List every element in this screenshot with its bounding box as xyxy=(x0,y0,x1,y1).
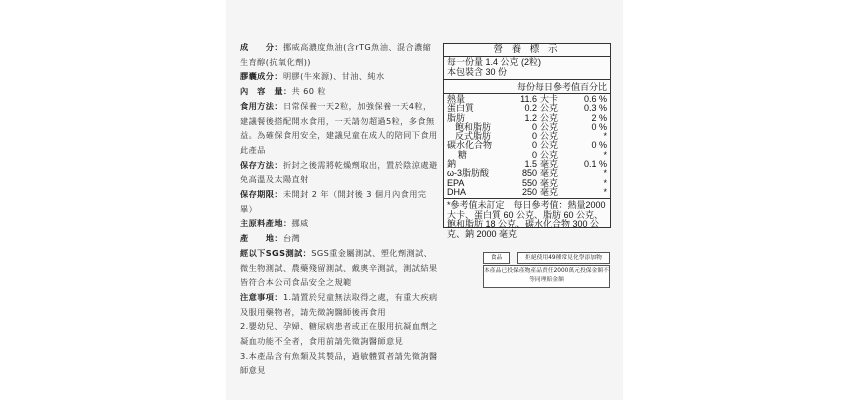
servings-per-pack: 本包裝含 30 份 xyxy=(447,66,508,77)
storage-label: 保存方法： xyxy=(240,159,283,170)
nutrient-unit: 公克 xyxy=(540,131,559,142)
ingredients-row xyxy=(240,40,438,69)
notes-label: 注意事項： xyxy=(240,291,283,302)
nutrition-facts-table xyxy=(443,43,611,240)
nutrient-name: 鈉 xyxy=(447,159,457,170)
insurance-badge: 本產品已投保產物產品責任2000萬元投保金額不等同理賠金額 xyxy=(483,265,610,288)
place-label: 產 地： xyxy=(240,233,283,244)
serving-size: 每一份量 1.4 公克 (2粒) xyxy=(447,57,542,67)
nutrient-daily-pct: * xyxy=(603,149,607,160)
nutrition-row xyxy=(444,141,610,150)
shelf-life-label: 保存期限： xyxy=(240,189,283,200)
nutrient-name: 飽和脂肪 xyxy=(455,121,492,132)
nutrient-daily-pct: 0 % xyxy=(591,121,607,132)
usage-row xyxy=(240,99,438,158)
capsule-label: 膠囊成分： xyxy=(240,71,283,82)
origin-text: 挪威 xyxy=(291,218,309,229)
nutrient-value: 1.5 xyxy=(524,159,537,170)
shelf-life-row xyxy=(240,187,438,216)
nutrient-name: 糖 xyxy=(458,149,468,160)
note-3: 3.本產品含有魚類及其製品，過敏體質者請先徵詢醫師意見 xyxy=(240,350,438,376)
sgs-label: 經以下SGS測試： xyxy=(240,247,312,258)
nutrition-title: 營 養 標 示 xyxy=(444,44,610,57)
place-row xyxy=(240,231,438,246)
nutrient-unit: 大卡 xyxy=(540,94,559,104)
ingredients-text: 挪威高濃度魚油(含rTG魚油、混合濃縮生育醇(抗氧化劑)) xyxy=(240,42,432,67)
nutrient-value: 0 xyxy=(531,131,537,142)
nutrient-unit: 公克 xyxy=(540,149,559,160)
nutrition-footnote: *參考值未訂定 每日參考值：熱量2000 大卡、蛋白質 60 公克、脂肪 60 公克、飽和脂肪 18 公克、碳水化合物 300 公克、鈉 2000 毫克 xyxy=(444,198,610,239)
content-label: 內 容 量： xyxy=(240,86,292,97)
no-additives-badge: 拒絕使用49種常見化學添加物 xyxy=(517,252,610,264)
nutrient-daily-pct: 0.1 % xyxy=(583,159,607,170)
nutrient-name: 反式脂肪 xyxy=(455,131,492,142)
nutrition-row xyxy=(444,188,610,197)
nutrient-daily-pct: 0.6 % xyxy=(583,94,607,104)
nutrient-daily-pct: 0 % xyxy=(591,140,607,151)
place-text: 台灣 xyxy=(282,233,301,244)
nutrient-unit: 毫克 xyxy=(540,186,559,197)
nutrient-unit: 毫克 xyxy=(540,159,559,170)
nutrient-unit: 毫克 xyxy=(540,177,559,188)
nutrient-unit: 公克 xyxy=(540,121,559,132)
nutrient-daily-pct: * xyxy=(603,168,607,179)
nutrient-value: 550 xyxy=(521,177,537,188)
nutrient-name: 熱量 xyxy=(447,94,466,104)
nutrition-rows xyxy=(444,95,610,197)
nutrient-name: 脂肪 xyxy=(447,112,466,123)
nutrient-value: 850 xyxy=(521,168,537,179)
nutrient-value: 0 xyxy=(531,121,537,132)
ingredients-label: 成 分： xyxy=(240,42,283,52)
usage-label: 食用方法： xyxy=(240,100,283,111)
nutrient-name: 蛋白質 xyxy=(447,103,475,114)
nutrition-column-header: 每份每日參考值百分比 xyxy=(444,80,610,94)
nutrient-value: 1.2 xyxy=(524,112,537,123)
nutrient-unit: 公克 xyxy=(540,103,559,114)
origin-label: 主原料產地： xyxy=(240,218,292,229)
nutrient-daily-pct: * xyxy=(603,186,607,197)
nutrient-daily-pct: 2 % xyxy=(591,112,607,123)
nutrient-daily-pct: 0.3 % xyxy=(583,103,607,114)
nutrient-name: EPA xyxy=(447,177,465,188)
notes-row xyxy=(240,290,438,319)
nutrient-daily-pct: * xyxy=(603,177,607,188)
food-badge: 食品 xyxy=(483,252,510,264)
nutrient-value: 0.2 xyxy=(524,103,537,114)
nutrient-unit: 公克 xyxy=(540,112,559,123)
capsule-text: 明膠(牛來源)、甘油、純水 xyxy=(282,71,385,82)
sgs-row xyxy=(240,246,438,290)
storage-row xyxy=(240,158,438,187)
product-info xyxy=(240,40,438,378)
nutrient-unit: 毫克 xyxy=(540,168,559,179)
note-1: 1.請置於兒童無法取得之處，有重大疾病及服用藥物者，請先徵詢醫師後再食用 xyxy=(240,291,438,317)
serving-info xyxy=(444,57,610,80)
nutrient-unit: 公克 xyxy=(540,140,559,151)
content-text: 共 60 粒 xyxy=(291,86,326,97)
nutrient-name: 碳水化合物 xyxy=(447,140,493,151)
nutrient-value: 0 xyxy=(531,140,537,151)
nutrient-name: DHA xyxy=(447,186,467,197)
sgs-text: SGS重金屬測試、塑化劑測試、微生物測試、農藥殘留測試、戴奧辛測試，測試結果皆符合本公司食品安全之規範 xyxy=(240,247,438,288)
nutrient-value: 0 xyxy=(531,149,537,160)
origin-row xyxy=(240,216,438,231)
nutrient-value: 250 xyxy=(521,186,537,197)
note-2: 2.嬰幼兒、孕婦、糖尿病患者或正在服用抗凝血劑之凝血功能不全者，食用前請先徵詢醫師意見 xyxy=(240,321,438,347)
shelf-life-text: 未開封 2 年（開封後 3 個月內食用完畢） xyxy=(240,189,427,214)
nutrient-name: ω-3脂肪酸 xyxy=(447,168,490,179)
storage-text: 折封之後需將乾燥劑取出，置於陰涼處避免高溫及太陽直射 xyxy=(240,159,438,185)
nutrient-value: 11.6 xyxy=(520,94,537,104)
content-row xyxy=(240,84,438,99)
capsule-row xyxy=(240,69,438,84)
nutrient-daily-pct: * xyxy=(603,131,607,142)
usage-text: 日常保養一天2粒，加強保養一天4粒，建議餐後搭配開水食用，一天請勿超過5粒，多食無益。為確保食用安全，建議兒童在成人的陪同下食用此產品 xyxy=(240,100,438,155)
